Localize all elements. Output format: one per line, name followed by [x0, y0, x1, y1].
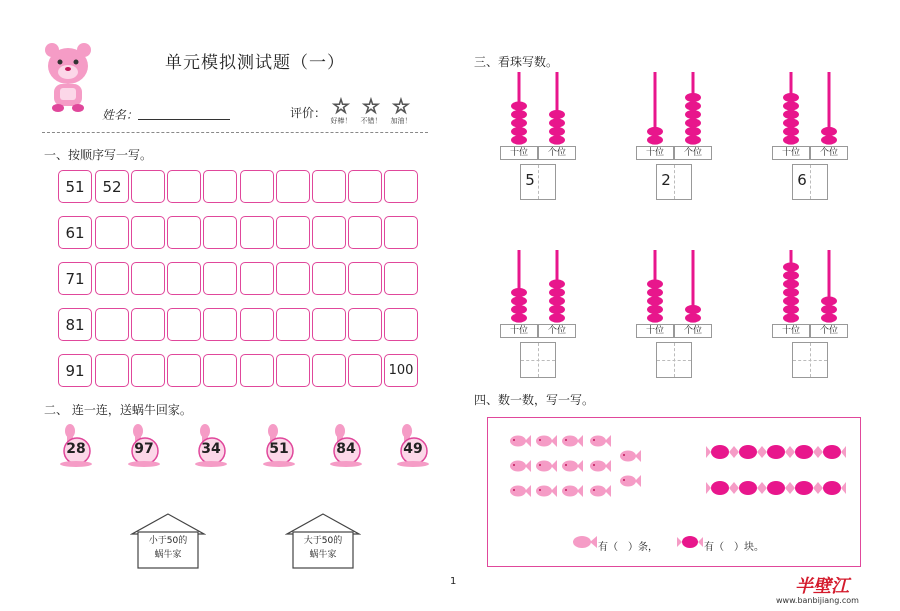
abacus-bead [511, 118, 527, 127]
abacus-bead [783, 271, 799, 280]
house-small-line2: 蜗牛家 [154, 550, 182, 560]
fish-icon [534, 457, 558, 475]
section3-heading: 三、看珠写数。 [474, 55, 559, 69]
abacus-bead [783, 279, 799, 288]
fish-icon [570, 532, 598, 552]
answer-box-guide [793, 360, 827, 361]
abacus-bead [783, 93, 799, 102]
candy-icon [706, 478, 734, 498]
abacus-bead [511, 296, 527, 305]
candy-icon [762, 478, 790, 498]
tens-label: 十位 [772, 146, 810, 160]
abacus-bead [549, 279, 565, 288]
answer-tens-digit: 2 [661, 171, 671, 189]
grid-cell[interactable]: 81 [58, 308, 92, 341]
abacus-bead [783, 101, 799, 110]
snail-number: 84 [336, 441, 356, 457]
grid-cell[interactable] [131, 262, 165, 295]
abacus-bead [783, 288, 799, 297]
section1-heading: 一、按顺序写一写。 [44, 148, 153, 162]
grid-cell[interactable] [240, 308, 274, 341]
snail[interactable] [328, 423, 364, 467]
snail[interactable] [395, 423, 431, 467]
name-field[interactable] [138, 119, 230, 120]
abacus-bead [511, 101, 527, 110]
grid-cell[interactable] [203, 262, 237, 295]
fish-icon [618, 447, 642, 465]
grid-cell[interactable] [276, 216, 310, 249]
candy-icon [762, 442, 790, 462]
fish-icon [560, 482, 584, 500]
answer-box-guide [521, 360, 555, 361]
abacus-bead [821, 313, 837, 322]
grid-cell[interactable] [131, 170, 165, 203]
grid-cell[interactable] [131, 354, 165, 387]
grid-cell[interactable] [203, 308, 237, 341]
answer-box[interactable] [792, 164, 828, 200]
candy-sentence: 有（ ）块。 [704, 542, 764, 553]
abacus-bead [685, 101, 701, 110]
abacus-bead [685, 93, 701, 102]
grid-cell[interactable] [312, 170, 346, 203]
ones-label: 个位 [810, 324, 848, 338]
abacus-bead [783, 313, 799, 322]
rating-2[interactable]: ☆ 不错！ [360, 94, 382, 125]
divider [42, 132, 428, 133]
abacus-bead [511, 305, 527, 314]
fish-icon [560, 457, 584, 475]
name-label: 姓名： [102, 108, 139, 122]
grid-cell[interactable]: 100 [384, 354, 418, 387]
fish-icon [508, 482, 532, 500]
abacus-bead [549, 110, 565, 119]
house-large[interactable] [285, 512, 361, 570]
grid-cell[interactable] [131, 308, 165, 341]
fish-icon [588, 457, 612, 475]
ones-label: 个位 [674, 146, 712, 160]
site-logo: 半壁江 [795, 576, 849, 597]
abacus-bead [783, 305, 799, 314]
candy-icon [790, 442, 818, 462]
abacus-bead [647, 305, 663, 314]
house-small-line1: 小于50的 [148, 536, 188, 546]
grid-cell[interactable] [203, 354, 237, 387]
tens-label: 十位 [500, 324, 538, 338]
abacus-bead [821, 296, 837, 305]
rating-3[interactable]: ☆ 加油！ [390, 94, 412, 125]
abacus-bead [549, 135, 565, 144]
abacus-bead [685, 135, 701, 144]
star-icon: ☆ [332, 94, 350, 118]
abacus-bead [821, 135, 837, 144]
grid-cell[interactable] [348, 308, 382, 341]
grid-cell[interactable] [167, 308, 201, 341]
page-title: 单元模拟测试题（一） [165, 53, 345, 73]
abacus-bead [647, 135, 663, 144]
snail-number: 28 [66, 441, 86, 457]
abacus-bead [821, 127, 837, 136]
grid-cell[interactable] [95, 354, 129, 387]
candy-icon [706, 442, 734, 462]
candy-icon [818, 478, 846, 498]
grid-cell[interactable] [348, 354, 382, 387]
abacus-bead [783, 127, 799, 136]
ones-label: 个位 [810, 146, 848, 160]
grid-cell[interactable] [276, 308, 310, 341]
abacus-bead [549, 305, 565, 314]
grid-cell[interactable] [312, 354, 346, 387]
fish-icon [618, 472, 642, 490]
grid-cell[interactable] [240, 262, 274, 295]
tens-label: 十位 [500, 146, 538, 160]
fish-icon [560, 432, 584, 450]
abacus-bead [511, 127, 527, 136]
abacus-bead [647, 127, 663, 136]
fish-icon [534, 482, 558, 500]
grid-cell[interactable] [167, 170, 201, 203]
answer-box[interactable] [656, 164, 692, 200]
abacus-bead [647, 288, 663, 297]
abacus-bead [685, 305, 701, 314]
abacus-bead [549, 288, 565, 297]
grid-cell[interactable]: 52 [95, 170, 129, 203]
ones-label: 个位 [538, 146, 576, 160]
snail-number: 97 [134, 441, 154, 457]
house-small[interactable] [130, 512, 206, 570]
snail-number: 51 [269, 441, 289, 457]
grid-cell[interactable] [95, 262, 129, 295]
star-icon: ☆ [362, 94, 380, 118]
fish-icon [588, 482, 612, 500]
abacus-bead [685, 110, 701, 119]
snail-number: 49 [403, 441, 423, 457]
answer-box[interactable] [792, 342, 828, 378]
abacus-bead [511, 313, 527, 322]
grid-cell[interactable] [384, 170, 418, 203]
grid-cell[interactable] [348, 216, 382, 249]
answer-box[interactable] [520, 164, 556, 200]
abacus-bead [511, 288, 527, 297]
grid-cell[interactable] [348, 262, 382, 295]
grid-cell[interactable] [312, 308, 346, 341]
candy-icon [818, 442, 846, 462]
grid-cell[interactable] [240, 170, 274, 203]
fish-icon [508, 432, 532, 450]
candy-icon [790, 478, 818, 498]
house-large-line1: 大于50的 [303, 536, 343, 546]
grid-cell[interactable] [384, 262, 418, 295]
grid-cell[interactable] [276, 262, 310, 295]
abacus-bead [549, 118, 565, 127]
candy-icon [734, 442, 762, 462]
answer-tens-digit: 5 [525, 171, 535, 189]
tens-label: 十位 [636, 146, 674, 160]
fish-icon [534, 432, 558, 450]
grid-cell[interactable] [312, 262, 346, 295]
abacus-bead [647, 296, 663, 305]
fish-icon [508, 457, 532, 475]
grid-cell[interactable] [240, 216, 274, 249]
snail[interactable] [58, 423, 94, 467]
abacus-bead [511, 135, 527, 144]
grid-cell[interactable] [384, 216, 418, 249]
abacus-bead [549, 296, 565, 305]
abacus-bead [783, 135, 799, 144]
abacus-bead [647, 313, 663, 322]
abacus-bead [783, 262, 799, 271]
tens-label: 十位 [636, 324, 674, 338]
tens-label: 十位 [772, 324, 810, 338]
snail[interactable] [126, 423, 162, 467]
ones-label: 个位 [538, 324, 576, 338]
answer-box-guide [657, 360, 691, 361]
abacus-bead [685, 118, 701, 127]
snail-number: 34 [201, 441, 221, 457]
grid-cell[interactable] [203, 216, 237, 249]
grid-cell[interactable] [95, 308, 129, 341]
site-url: www.banbijiang.com [776, 596, 859, 605]
grid-cell[interactable] [312, 216, 346, 249]
grid-cell[interactable] [167, 216, 201, 249]
section2-heading: 二、 连一连，送蜗牛回家。 [44, 403, 192, 417]
abacus-bead [685, 313, 701, 322]
abacus-bead [783, 110, 799, 119]
grid-cell[interactable] [276, 354, 310, 387]
abacus-bead [783, 296, 799, 305]
answer-box[interactable] [656, 342, 692, 378]
abacus-bead [685, 127, 701, 136]
grid-cell[interactable]: 61 [58, 216, 92, 249]
grid-cell[interactable] [348, 170, 382, 203]
fish-sentence: 有（ ）条， [598, 542, 658, 553]
snail[interactable] [261, 423, 297, 467]
page-number: 1 [450, 576, 457, 587]
bear-mascot-icon [40, 40, 96, 112]
candy-icon [734, 478, 762, 498]
abacus-bead [549, 313, 565, 322]
grid-cell[interactable] [203, 170, 237, 203]
star-icon: ☆ [392, 94, 410, 118]
grid-cell[interactable] [95, 216, 129, 249]
evaluation-label: 评价： [290, 106, 327, 120]
fish-icon [588, 432, 612, 450]
abacus-bead [549, 127, 565, 136]
grid-cell[interactable] [276, 170, 310, 203]
grid-cell[interactable] [384, 308, 418, 341]
abacus-bead [783, 118, 799, 127]
answer-tens-digit: 6 [797, 171, 807, 189]
grid-cell[interactable]: 51 [58, 170, 92, 203]
abacus-bead [511, 110, 527, 119]
snail[interactable] [193, 423, 229, 467]
grid-cell[interactable]: 91 [58, 354, 92, 387]
ones-label: 个位 [674, 324, 712, 338]
abacus-bead [647, 279, 663, 288]
grid-cell[interactable] [240, 354, 274, 387]
grid-cell[interactable] [131, 216, 165, 249]
grid-cell[interactable]: 71 [58, 262, 92, 295]
grid-cell[interactable] [167, 262, 201, 295]
grid-cell[interactable] [167, 354, 201, 387]
house-large-line2: 蜗牛家 [309, 550, 337, 560]
rating-1[interactable]: ☆ 好棒！ [330, 94, 352, 125]
candy-icon [676, 532, 704, 552]
section4-heading: 四、数一数，写一写。 [474, 393, 595, 407]
abacus-bead [821, 305, 837, 314]
answer-box[interactable] [520, 342, 556, 378]
